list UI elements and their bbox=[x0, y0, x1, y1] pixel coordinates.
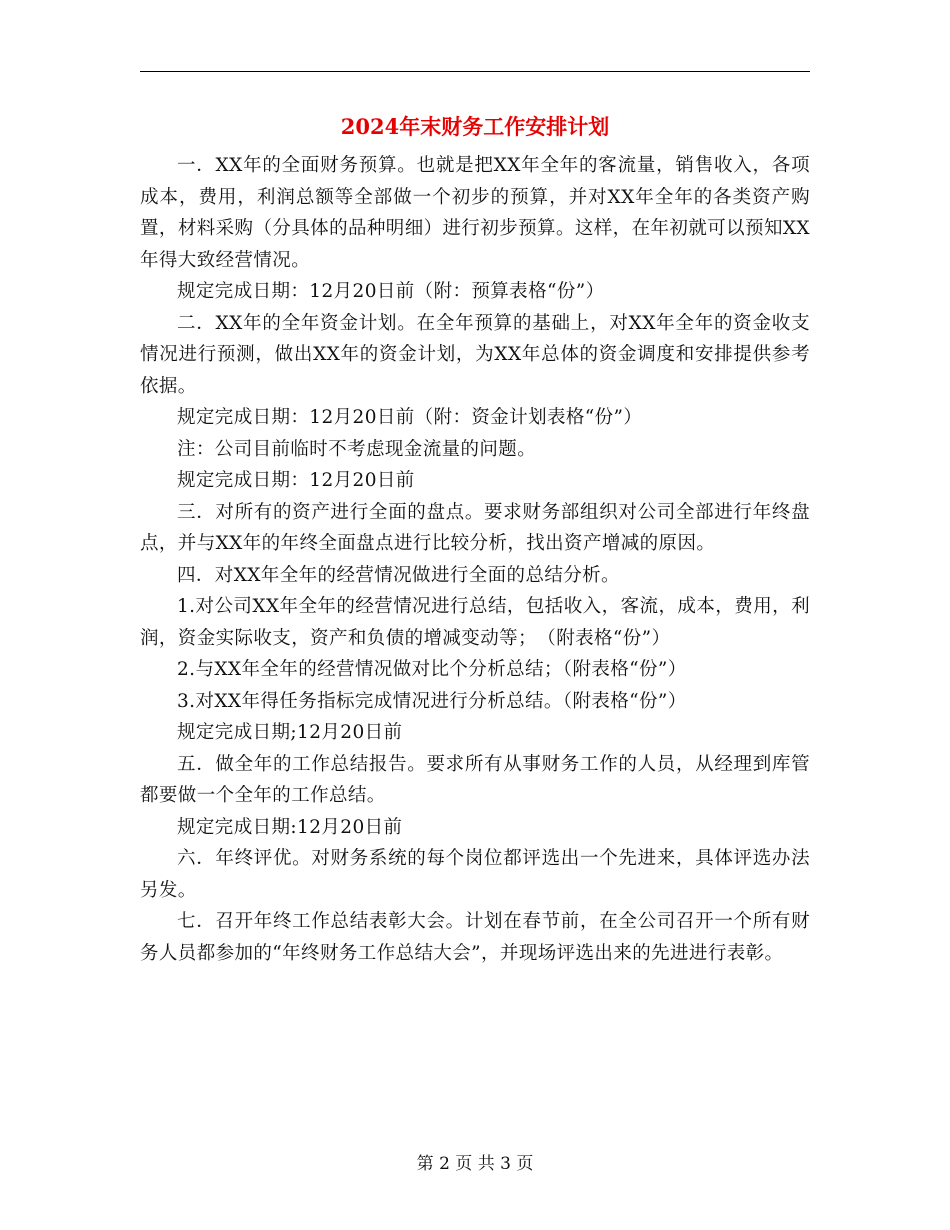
paragraph-review-item-3: 3.对XX年得任务指标完成情况进行分析总结。（附表格“份”） bbox=[177, 690, 687, 712]
paragraph-deadline: 规定完成日期;12月20日前 bbox=[177, 722, 403, 743]
paragraph-work-summary: 五．做全年的工作总结报告。要求所有从事财务工作的人员，从经理到库管都要做一个全年的工作总结。 bbox=[140, 753, 810, 806]
paragraph-deadline: 规定完成日期：12月20日前（附：资金计划表格“份”） bbox=[177, 407, 643, 428]
paragraph-evaluation: 六．年终评优。对财务系统的每个岗位都评选出一个先进来，具体评选办法另发。 bbox=[140, 848, 810, 901]
page-number: 第 2 页 共 3 页 bbox=[416, 1154, 534, 1174]
paragraph-note: 注：公司目前临时不考虑现金流量的问题。 bbox=[177, 438, 537, 460]
paragraph-annual-review: 四．对XX年全年的经营情况做进行全面的总结分析。 bbox=[177, 564, 620, 586]
paragraph-fund-plan: 二．XX年的全年资金计划。在全年预算的基础上，对XX年全年的资金收支情况进行预测，做出XX年的资金计划，为XX年总体的资金调度和安排提供参考依据。 bbox=[140, 312, 810, 397]
paragraph-deadline: 规定完成日期：12月20日前 bbox=[177, 470, 415, 491]
paragraph-review-item-1: 1.对公司XX年全年的经营情况进行总结，包括收入，客流，成本，费用，利润，资金实际收支，资产和负债的增减变动等； （附表格“份”） bbox=[140, 596, 810, 649]
document-title: 2024年末财务工作安排计划 bbox=[340, 114, 610, 139]
paragraph-deadline: 规定完成日期:12月20日前 bbox=[177, 816, 403, 838]
paragraph-asset-inventory: 三．对所有的资产进行全面的盘点。要求财务部组织对公司全部进行年终盘点，并与XX年的年终全面盘点进行比较分析，找出资产增减的原因。 bbox=[140, 501, 810, 554]
header-rule bbox=[140, 71, 810, 72]
paragraph-review-item-2: 2.与XX年全年的经营情况做对比个分析总结；（附表格“份”） bbox=[177, 659, 687, 680]
document-body bbox=[140, 150, 810, 969]
paragraph-award-meeting: 七．召开年终工作总结表彰大会。计划在春节前，在全公司召开一个所有财务人员都参加的“年终财务工作总结大会”，并现场评选出来的先进进行表彰。 bbox=[140, 911, 810, 964]
paragraph-budget: 一．XX年的全面财务预算。也就是把XX年全年的客流量，销售收入，各项成本，费用，利润总额等全部做一个初步的预算，并对XX年全年的各类资产购置，材料采购（分具体的品种明细）进行初步预算。这样，在年初就可以预知XX年得大致经营情况。 bbox=[140, 155, 810, 271]
paragraph-deadline: 规定完成日期：12月20日前（附：预算表格“份”） bbox=[177, 281, 605, 302]
